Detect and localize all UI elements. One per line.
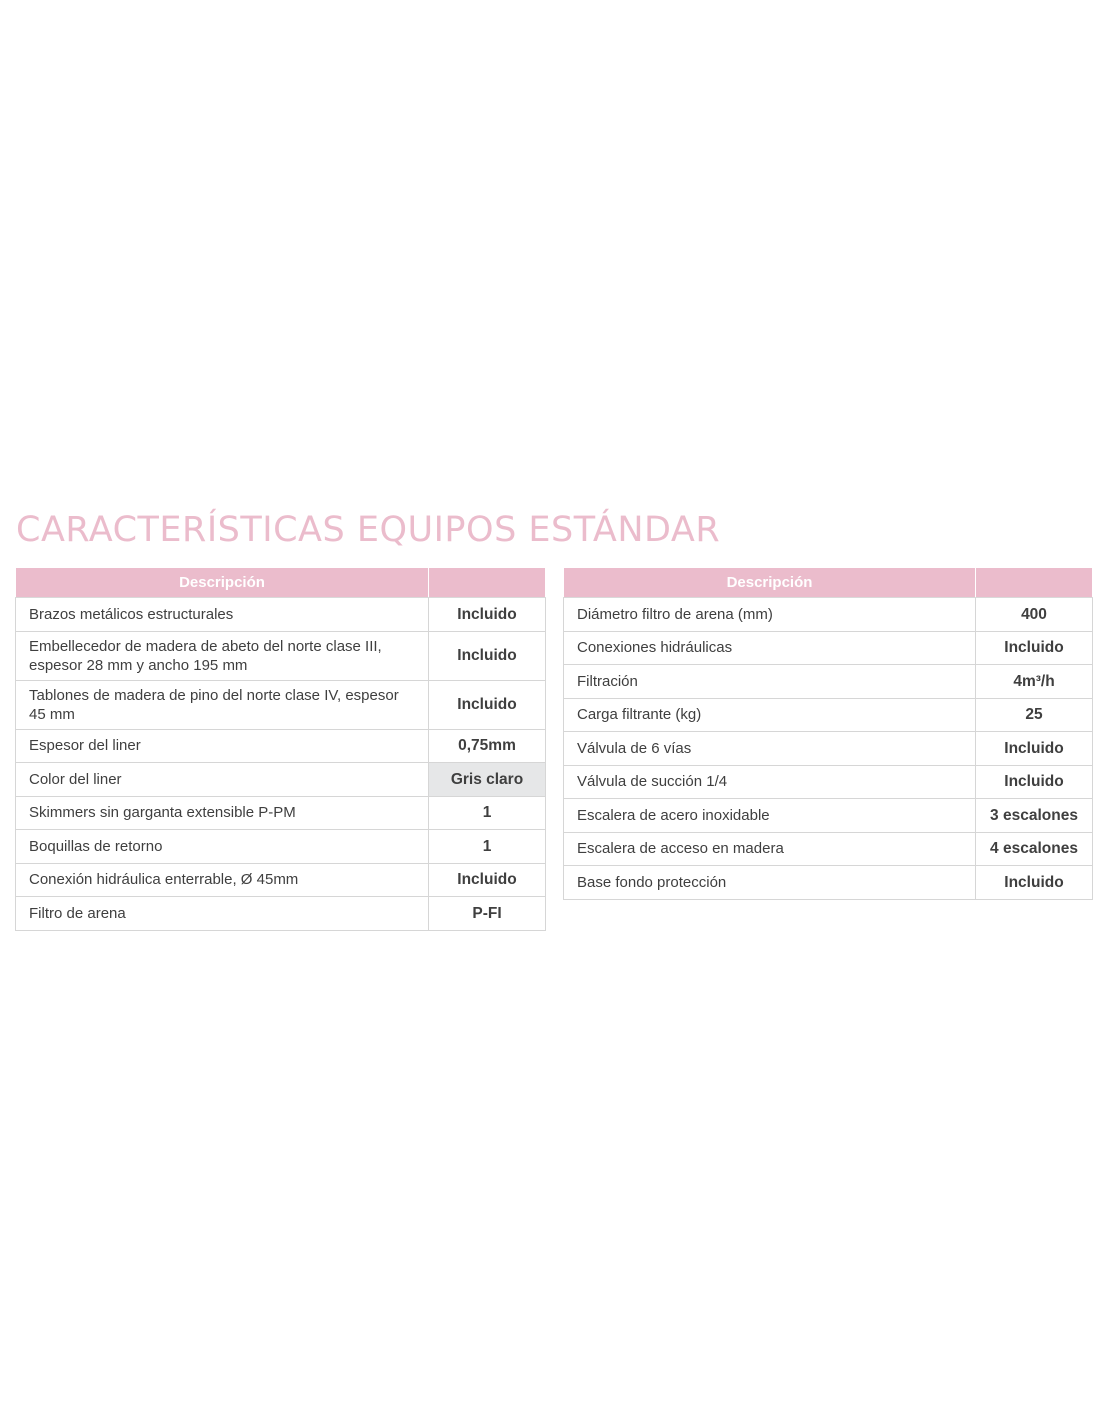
table-row bbox=[564, 832, 1093, 866]
row-description: Skimmers sin garganta extensible P-PM bbox=[16, 796, 429, 830]
spec-table-right bbox=[563, 567, 1093, 900]
table-row bbox=[16, 680, 546, 729]
row-description: Tablones de madera de pino del norte clase IV, espesor 45 mm bbox=[16, 680, 429, 729]
row-value: 0,75mm bbox=[429, 729, 546, 763]
row-value: Incluido bbox=[976, 765, 1093, 799]
row-description: Filtración bbox=[564, 665, 976, 699]
table-row bbox=[564, 799, 1093, 833]
row-value: Incluido bbox=[976, 866, 1093, 900]
row-description: Boquillas de retorno bbox=[16, 830, 429, 864]
row-description: Color del liner bbox=[16, 763, 429, 797]
row-value-shaded: Gris claro bbox=[429, 763, 546, 797]
row-value: Incluido bbox=[429, 631, 546, 680]
header-value bbox=[976, 568, 1093, 598]
page-title: CARACTERÍSTICAS EQUIPOS ESTÁNDAR bbox=[16, 510, 721, 550]
row-value: 400 bbox=[976, 598, 1093, 632]
row-description: Válvula de 6 vías bbox=[564, 732, 976, 766]
table-row bbox=[564, 598, 1093, 632]
row-description: Brazos metálicos estructurales bbox=[16, 598, 429, 632]
row-value: P-FI bbox=[429, 897, 546, 931]
table-row bbox=[16, 863, 546, 897]
header-description: Descripción bbox=[564, 568, 976, 598]
table-row bbox=[16, 631, 546, 680]
row-description: Diámetro filtro de arena (mm) bbox=[564, 598, 976, 632]
table-row bbox=[16, 897, 546, 931]
row-description: Carga filtrante (kg) bbox=[564, 698, 976, 732]
row-description: Embellecedor de madera de abeto del norte clase III, espesor 28 mm y ancho 195 mm bbox=[16, 631, 429, 680]
row-description: Espesor del liner bbox=[16, 729, 429, 763]
row-value: 25 bbox=[976, 698, 1093, 732]
table-row bbox=[16, 830, 546, 864]
table-header-row bbox=[16, 568, 546, 598]
row-value: 1 bbox=[429, 830, 546, 864]
row-value: 3 escalones bbox=[976, 799, 1093, 833]
row-description: Conexiones hidráulicas bbox=[564, 631, 976, 665]
row-description: Escalera de acceso en madera bbox=[564, 832, 976, 866]
table-row bbox=[564, 765, 1093, 799]
row-description: Base fondo protección bbox=[564, 866, 976, 900]
row-description: Filtro de arena bbox=[16, 897, 429, 931]
row-value: 4m³/h bbox=[976, 665, 1093, 699]
row-value: Incluido bbox=[429, 598, 546, 632]
row-value: Incluido bbox=[429, 680, 546, 729]
table-row bbox=[16, 796, 546, 830]
table-row bbox=[564, 665, 1093, 699]
table-row bbox=[564, 631, 1093, 665]
row-value: Incluido bbox=[976, 631, 1093, 665]
row-value: Incluido bbox=[429, 863, 546, 897]
row-value: Incluido bbox=[976, 732, 1093, 766]
table-row bbox=[16, 598, 546, 632]
table-header-row bbox=[564, 568, 1093, 598]
header-value bbox=[429, 568, 546, 598]
row-description: Escalera de acero inoxidable bbox=[564, 799, 976, 833]
table-row bbox=[16, 729, 546, 763]
row-value: 1 bbox=[429, 796, 546, 830]
row-value: 4 escalones bbox=[976, 832, 1093, 866]
table-row bbox=[16, 763, 546, 797]
table-row bbox=[564, 732, 1093, 766]
spec-table-left bbox=[15, 567, 546, 931]
table-row bbox=[564, 866, 1093, 900]
row-description: Válvula de succión 1/4 bbox=[564, 765, 976, 799]
header-description: Descripción bbox=[16, 568, 429, 598]
row-description: Conexión hidráulica enterrable, Ø 45mm bbox=[16, 863, 429, 897]
table-row bbox=[564, 698, 1093, 732]
